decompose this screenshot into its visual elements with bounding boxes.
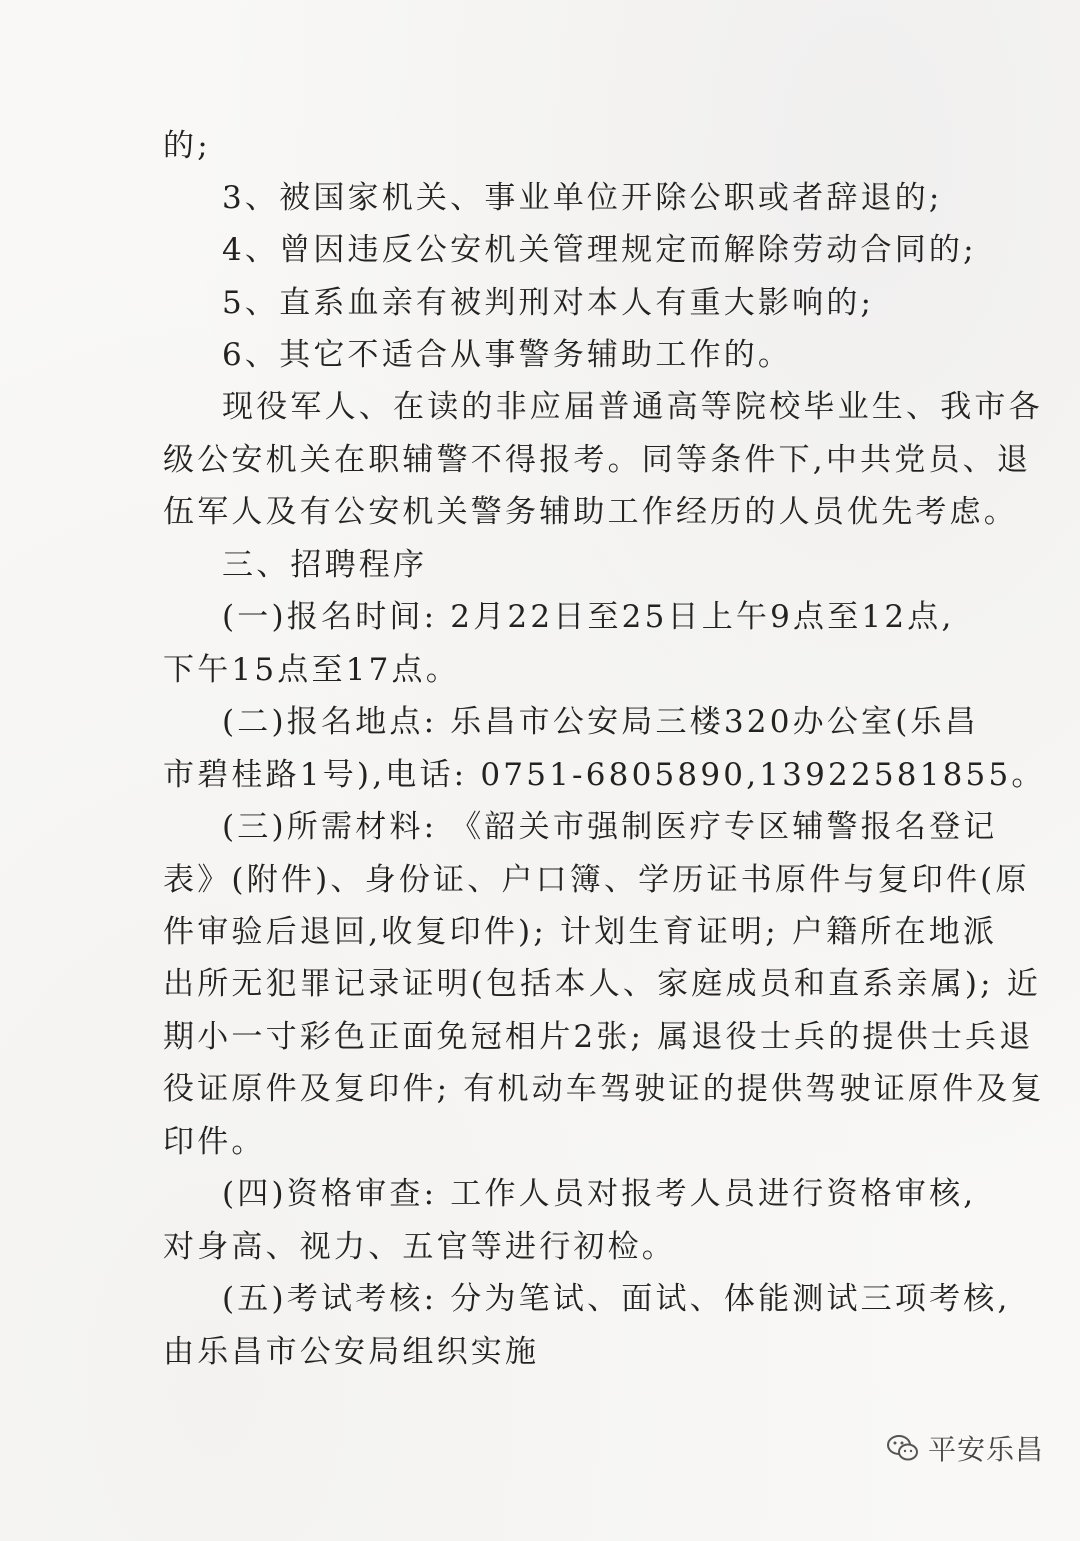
text-line: 4、曾因违反公安机关管理规定而解除劳动合同的;: [222, 232, 977, 268]
text-line: 级公安机关在职辅警不得报考。同等条件下,中共党员、退: [163, 442, 1032, 478]
text-line: 5、直系血亲有被判刑对本人有重大影响的;: [222, 285, 875, 321]
text-line: 的;: [163, 128, 211, 164]
text-line: 下午15点至17点。: [163, 652, 460, 688]
wechat-icon: [886, 1433, 920, 1463]
text-line: 3、被国家机关、事业单位开除公职或者辞退的;: [222, 180, 943, 216]
text-line: 现役军人、在读的非应届普通高等院校毕业生、我市各: [222, 389, 1043, 425]
text-line: 印件。: [163, 1124, 266, 1160]
text-line: 对身高、视力、五官等进行初检。: [163, 1229, 676, 1265]
watermark-text: 平安乐昌: [927, 1433, 1044, 1466]
text-line: 件审验后退回,收复印件); 计划生育证明; 户籍所在地派: [163, 914, 998, 950]
text-line: (三)所需材料: 《韶关市强制医疗专区辅警报名登记: [222, 809, 998, 845]
text-line: 表》(附件)、身份证、户口簿、学历证书原件与复印件(原: [163, 862, 1030, 898]
text-line: (一)报名时间: 2月22日至25日上午9点至12点,: [222, 599, 955, 635]
text-line: 役证原件及复印件; 有机动车驾驶证的提供驾驶证原件及复: [163, 1071, 1045, 1107]
text-line: 期小一寸彩色正面免冠相片2张; 属退役士兵的提供士兵退: [163, 1019, 1034, 1055]
text-line: 伍军人及有公安机关警务辅助工作经历的人员优先考虑。: [163, 494, 1018, 530]
text-line: (五)考试考核: 分为笔试、面试、体能测试三项考核,: [222, 1281, 1011, 1317]
text-line: 市碧桂路1号),电话: 0751-6805890,13922581855。: [163, 757, 1046, 793]
section-heading: 三、招聘程序: [222, 547, 428, 583]
text-line: 由乐昌市公安局组织实施: [163, 1334, 540, 1370]
text-line: 6、其它不适合从事警务辅助工作的。: [222, 337, 793, 373]
text-line: (二)报名地点: 乐昌市公安局三楼320办公室(乐昌: [222, 704, 979, 740]
text-line: (四)资格审查: 工作人员对报考人员进行资格审核,: [222, 1176, 977, 1212]
text-line: 出所无犯罪记录证明(包括本人、家庭成员和直系亲属); 近: [163, 966, 1042, 1002]
watermark: [886, 1428, 1044, 1468]
